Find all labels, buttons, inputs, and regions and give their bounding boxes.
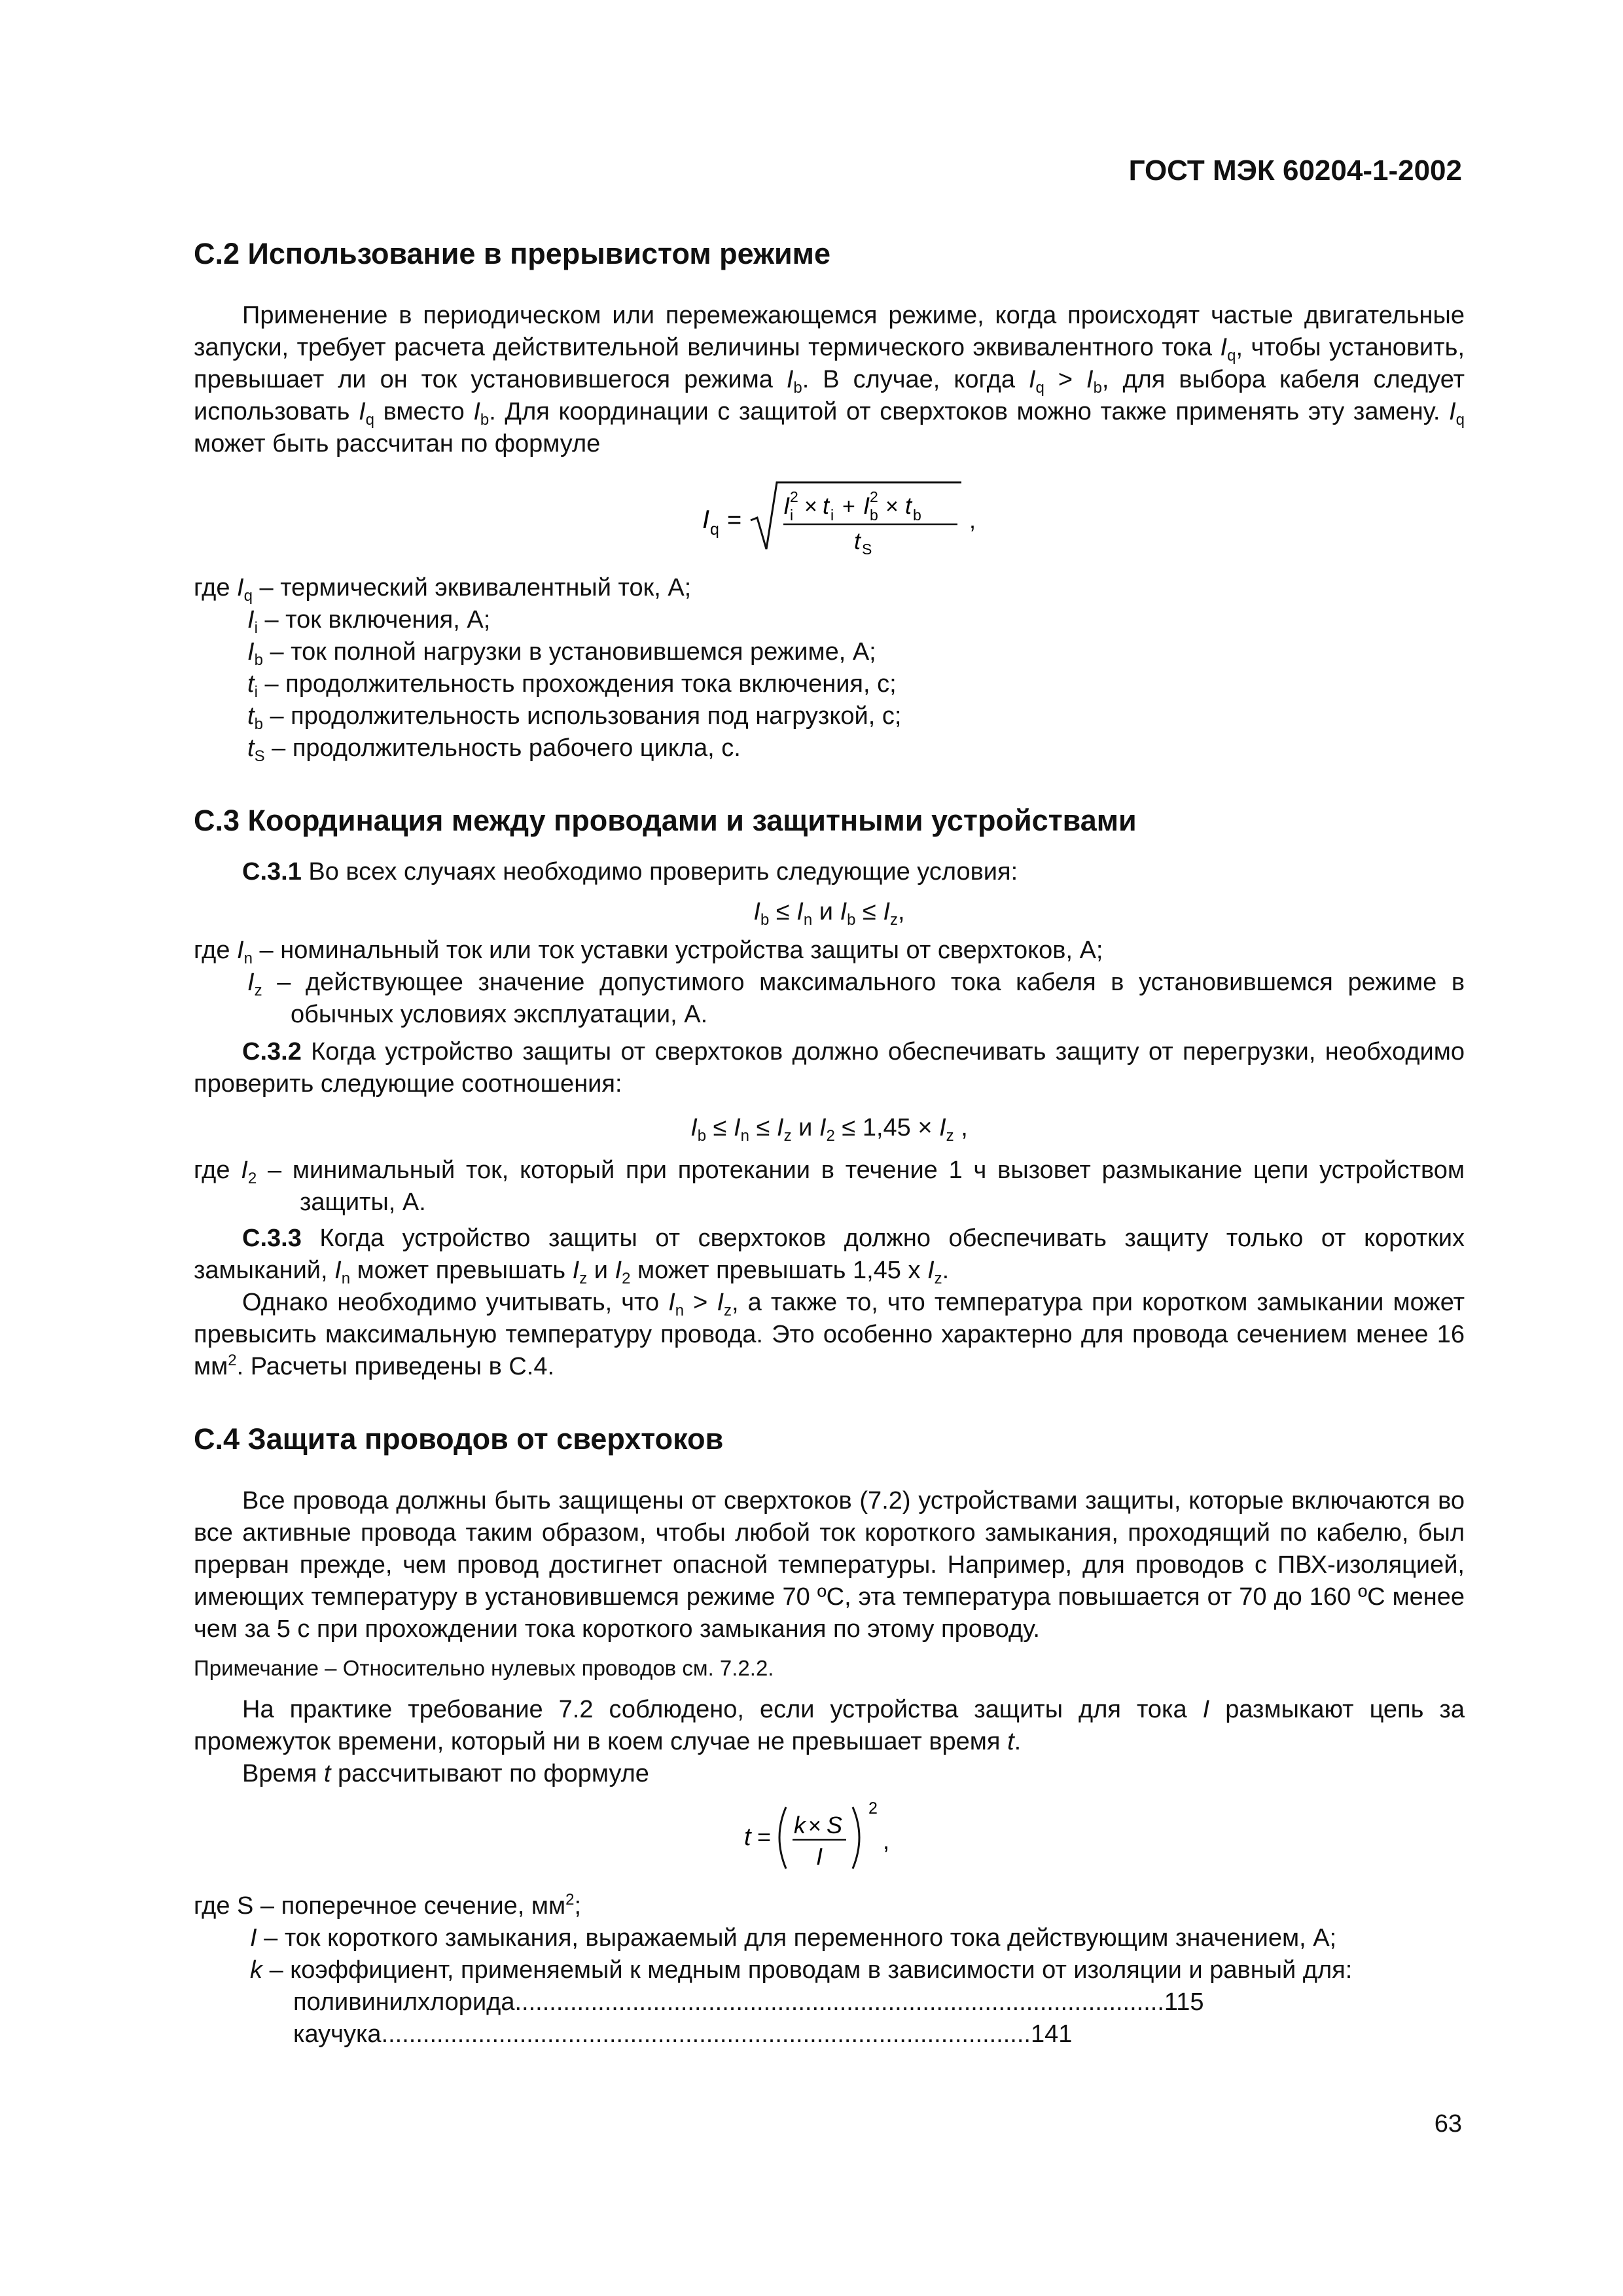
c33-paragraph: C.3.3 Когда устройство защиты от сверхтоков должно обеспечивать защиту только от коротких замыканий, $I_n$ может превышать $I_z$ и $I_2$ может превышать 1,45 x $I_z$. (194, 1225, 1465, 1287)
formula-t-svg (731, 1794, 927, 1879)
svg-text:2: 2 (868, 1799, 878, 1818)
formula-iq (194, 472, 1465, 565)
c32-def-i2: где $I_2$ – минимальный ток, который при протекании в течение 1 ч вызовет размыкание цепи устройством защиты, А. (194, 1157, 1465, 1216)
page-content: C.2 Использование в прерывистом режиме Применение в периодическом или перемежающемся режиме, когда происходят частые двигательные запуски, требует расчета действительной величины термического эквивалентного тока $I_q$, чтобы установить, превышает ли он ток установившегося режима $I_b$. В случае, когда $I_q > I_b$, для выбора кабеля следует использовать $I_q$ вместо $I_b$. Для координации с защитой от сверхтоков можно также применять эту замену. $I_q$ может быть рассчитан по формуле I q = I 2 i × t i + I 2 b × t b t S , где $I_q$ – термический эквивалентный ток, А; $I_i$ – ток включения, А; $I_b$ – ток полной нагрузки в установившемся режиме, А; $t_i$ – продолжительность прохождения тока включения, с; $t_b$ – продолжительность использования под нагрузкой, с; $t_S$ – продолжительность рабочего цикла, с. C.3 Координация между проводами и защитными устройствами C.3.1 Во всех случаях необходимо проверить следующие условия: $I_b \le I_n$ и $I_b \le I_z$, где $I_n$ – номинальный ток или ток уставки устройства защиты от сверхтоков, А; $I_z$ – действующее значение допустимого максимального тока кабеля в установившемся режиме в обычных условиях эксплуатации, А. C.3.2 Когда устройство защиты от сверхтоков должно обеспечивать защиту от перегрузки, необходимо проверить следующие соотношения: $I_b \le I_n \le I_z$ и $I_2 \le 1,45 \times I_z$ , где $I_2$ – минимальный ток, который при протекании в течение 1 ч вызовет размыкание цепи устройством защиты, А. C.3.3 Когда устройство защиты от сверхтоков должно обеспечивать защиту только от коротких замыканий, $I_n$ может превышать $I_z$ и $I_2$ может превышать 1,45 x $I_z$. Однако необходимо учитывать, что $I_n > I_z$, а также то, что температура при коротком замыкании может превысить максимальную температуру провода. Это особенно характерно для провода сечением менее 16 $мм^2$. Расчеты приведены в С.4. C.4 Защита проводов от сверхтоков Все провода должны быть защищены от сверхтоков (7.2) устройствами защиты, которые включаются во все активные провода таким образом, чтобы любой ток короткого замыкания, проходящий по кабелю, был прерван прежде, чем провод достигнет опасной температуры. Например, для проводов с ПВХ-изоляцией, имеющих температуру в установившемся режиме 70 ºС, эта температура повышается от 70 до 160 ºС менее чем за 5 с при прохождении тока короткого замыкания по этому проводу. Примечание – Относительно нулевых проводов см. 7.2.2. На практике требование 7.2 соблюдено, если устройства защиты для тока I размыкают цепь за промежуток времени, который ни в коем случае не превышает время t. Время t рассчитывают по формуле t = k × S I 2 , где S – поперечное сечение, $мм^2$; I – ток короткого замыкания, выражаемый для переменного тока действующим значением, А; k – коэффициент, применяемый к медным проводам в зависимости от изоляции и равный для: поливинилхлорида .............................................................................................. 115 каучука .............................................................................................. 141 (194, 236, 1465, 2051)
svg-text:t: t (854, 528, 861, 554)
c4-paragraph-3: Время t рассчитывают по формуле (242, 1760, 649, 1787)
formula-c31: $I_b \le I_n$ и $I_b \le I_z$, (753, 898, 905, 929)
svg-text:t: t (823, 492, 830, 519)
svg-text:I: I (702, 505, 710, 534)
formula-c32: $I_b \le I_n \le I_z$ и $I_2 \le 1,45 \times I_z$ , (690, 1114, 968, 1145)
formula-t (194, 1794, 1465, 1888)
c33-paragraph-2: Однако необходимо учитывать, что $I_n > I_z$, а также то, что температура при коротком замыкании может превысить максимальную температуру провода. Это особенно характерно для провода сечением менее 16 $мм^2$. Расчеты приведены в С.4. (194, 1289, 1465, 1380)
c2-paragraph: Применение в периодическом или перемежающемся режиме, когда происходят частые двигательные запуски, требует расчета действительной величины термического эквивалентного тока $I_q$, чтобы установить, превышает ли он ток установившегося режима $I_b$. В случае, когда $I_q > I_b$, для выбора кабеля следует использовать $I_q$ вместо $I_b$. Для координации с защитой от сверхтоков можно также применять эту замену. $I_q$ может быть рассчитан по формуле (194, 302, 1465, 457)
page-number: 63 (1434, 2110, 1462, 2138)
svg-text:i: i (830, 507, 834, 524)
svg-text:t: t (905, 492, 912, 519)
svg-text:S: S (827, 1812, 843, 1839)
svg-text:t: t (744, 1823, 751, 1851)
section-c2-title: C.2 Использование в прерывистом режиме (194, 237, 830, 270)
svg-text:2: 2 (870, 488, 878, 505)
svg-text:I: I (863, 492, 870, 519)
c4-note: Примечание – Относительно нулевых проводов см. 7.2.2. (194, 1656, 774, 1680)
k-table-row: поливинилхлорида .............................................................................................. 115 (293, 1988, 1204, 2016)
c2-definitions: где $I_q$ – термический эквивалентный ток, А; (194, 574, 692, 605)
c4-paragraph-1: Все провода должны быть защищены от сверхтоков (7.2) устройствами защиты, которые включаются во все активные провода таким образом, чтобы любой ток короткого замыкания, проходящий по кабелю, был прерван прежде, чем провод достигнет опасной температуры. Например, для проводов с ПВХ-изоляцией, имеющих температуру в установившемся режиме 70 ºС, эта температура повышается от 70 до 160 ºС менее чем за 5 с при прохождении тока короткого замыкания по этому проводу. (194, 1487, 1465, 1643)
svg-text:I: I (816, 1843, 823, 1870)
svg-text:,: , (969, 507, 976, 533)
svg-text:i: i (790, 507, 794, 524)
c4-def-s: где S – поперечное сечение, $мм^2$; (194, 1891, 582, 1920)
section-c4-title: C.4 Защита проводов от сверхтоков (194, 1422, 724, 1456)
c4-paragraph-2: На практике требование 7.2 соблюдено, если устройства защиты для тока I размыкают цепь за промежуток времени, который ни в коем случае не превышает время t. (194, 1696, 1465, 1755)
c32-paragraph: C.3.2 Когда устройство защиты от сверхтоков должно обеспечивать защиту от перегрузки, необходимо проверить следующие соотношения: (194, 1038, 1465, 1098)
svg-text:b: b (913, 507, 921, 524)
section-c3-title: C.3 Координация между проводами и защитными устройствами (194, 804, 1137, 837)
c31-def-iz: $I_z$ – действующее значение допустимого максимального тока кабеля в установившемся режиме в обычных условиях эксплуатации, А. (247, 969, 1465, 1028)
c4-def-k: k – коэффициент, применяемый к медным проводам в зависимости от изоляции и равный для: (250, 1956, 1353, 1984)
c31-def-in: где $I_n$ – номинальный ток или ток уставки устройства защиты от сверхтоков, А; (194, 937, 1103, 967)
svg-text:=: = (757, 1823, 772, 1850)
svg-text:q: q (710, 520, 719, 539)
svg-text:2: 2 (790, 488, 798, 505)
svg-text:+: + (842, 494, 855, 519)
svg-text:b: b (870, 507, 878, 524)
standard-id: ГОСТ МЭК 60204-1-2002 (1128, 154, 1462, 187)
k-table-row: каучука .............................................................................................. 141 (293, 2020, 1073, 2048)
svg-text:k: k (794, 1812, 806, 1839)
formula-iq-svg (679, 472, 980, 557)
c31-paragraph: C.3.1 Во всех случаях необходимо проверить следующие условия: (242, 858, 1018, 886)
svg-text:,: , (883, 1827, 890, 1854)
svg-text:I: I (783, 492, 791, 519)
svg-text:S: S (862, 541, 872, 558)
svg-text:=: = (727, 507, 742, 534)
svg-text:×: × (804, 494, 817, 519)
svg-text:×: × (885, 494, 899, 519)
c4-def-i: I – ток короткого замыкания, выражаемый для переменного тока действующим значением, А; (250, 1924, 1337, 1952)
svg-text:×: × (808, 1814, 821, 1839)
